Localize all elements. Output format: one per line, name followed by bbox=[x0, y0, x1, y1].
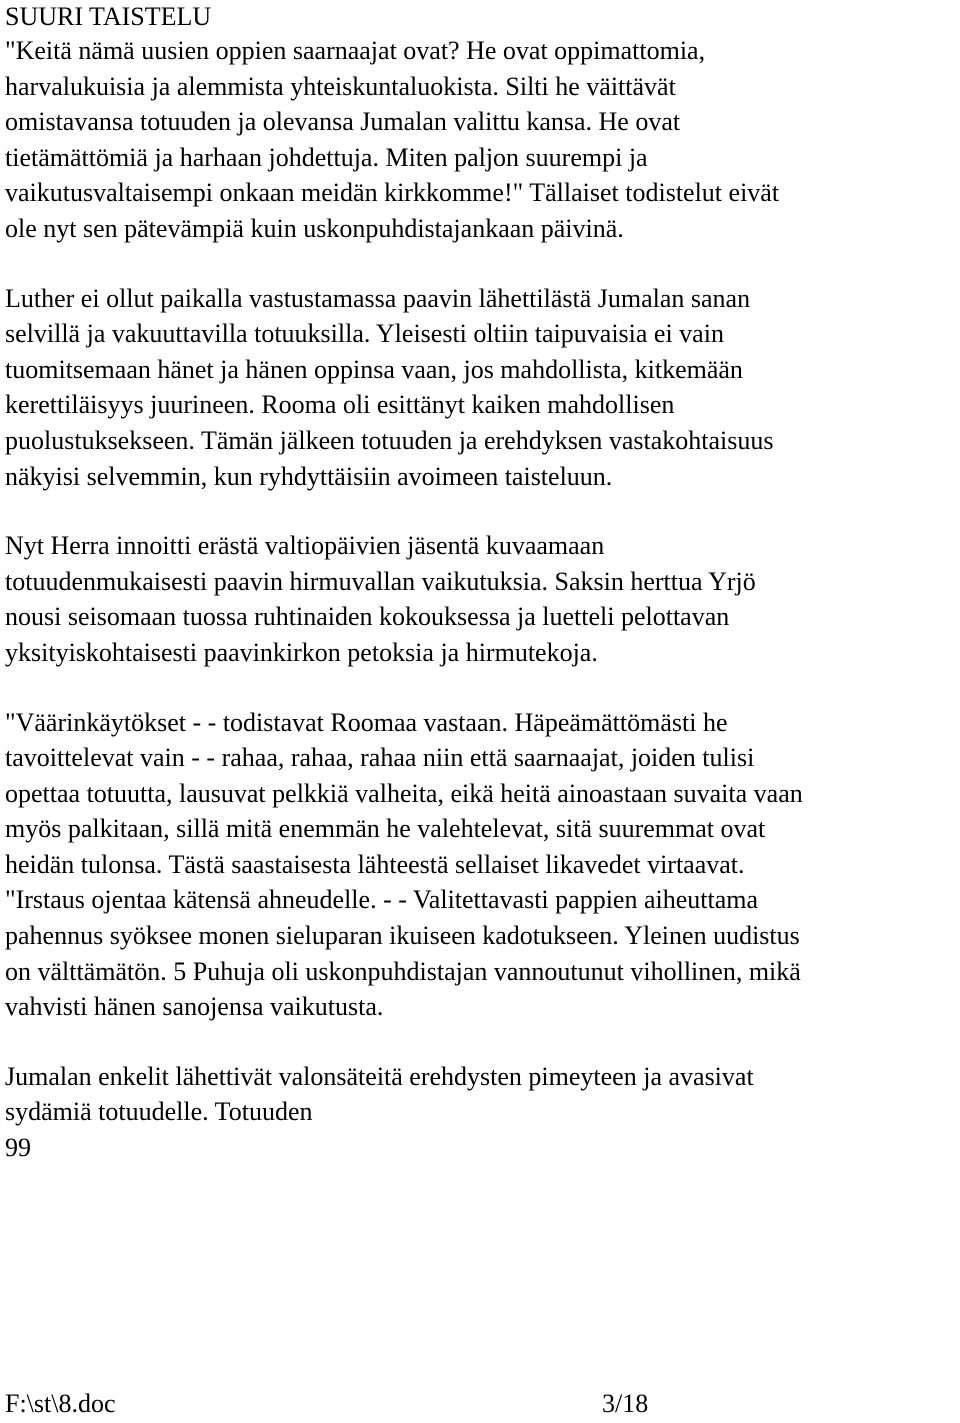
page-footer bbox=[5, 1387, 960, 1421]
document-title: SUURI TAISTELU bbox=[5, 2, 212, 31]
paragraph-1: "Keitä nämä uusien oppien saarnaajat ovat? He ovat oppimattomia, harvalukuisia ja alemmista yhteiskuntaluokista. Silti he väittävät omistavansa totuuden ja olevansa Jumalan valittu kansa. He ovat tietämättömiä ja harhaan johdettuja. Miten paljon suurempi ja vaikutusvaltaisempi onkaan meidän kirkkomme!" Tällaiset todistelut eivät ole nyt sen pätevämpiä kuin uskonpuhdistajankaan päivinä. bbox=[5, 36, 780, 243]
paragraph-3: Nyt Herra innoitti erästä valtiopäivien jäsentä kuvaamaan totuudenmukaisesti paavin hirmuvallan vaikutuksia. Saksin herttua Yrjö nousi seisomaan tuossa ruhtinaiden kokouksessa ja luetteli pelottavan yksityiskohtaisesti paavinkirkon petoksia ja hirmutekoja. bbox=[5, 531, 756, 667]
document-page bbox=[5, 0, 960, 1166]
paragraph-2: Luther ei ollut paikalla vastustamassa paavin lähettilästä Jumalan sanan selvillä ja vakuuttavilla totuuksilla. Yleisesti oltiin taipuvaisia ei vain tuomitsemaan hänet ja hänen oppinsa vaan, jos mahdollista, kitkemään kerettiläisyys juurineen. Rooma oli esittänyt kaiken mahdollisen puolustuksekseen. Tämän jälkeen totuuden ja erehdyksen vastakohtaisuus näkyisi selvemmin, kun ryhdyttäisiin avoimeen taisteluun. bbox=[5, 283, 774, 491]
paragraph-5: Jumalan enkelit lähettivät valonsäteitä erehdysten pimeyteen ja avasivat sydämiä totuudelle. Totuuden bbox=[5, 1061, 754, 1127]
paragraph-4: "Väärinkäytökset - - todistavat Roomaa vastaan. Häpeämättömästi he tavoittelevat vain - - rahaa, rahaa, rahaa niin että saarnaajat, joiden tulisi opettaa totuutta, lausuvat pelkkiä valheita, eikä heitä ainoastaan suvaita vaan myös palkitaan, sillä mitä enemmän he valehtelevat, sitä suuremmat ovat heidän tulonsa. Tästä saastaisesta lähteestä sellaiset likavedet virtaavat. "Irstaus ojentaa kätensä ahneudelle. - - Valitettavasti pappien aiheuttama pahennus syöksee monen sieluparan ikuiseen kadotukseen. Yleinen uudistus on välttämätön. 5 Puhuja oli uskonpuhdistajan vannoutunut vihollinen, mikä vahvisti hänen sanojensa vaikutusta. bbox=[5, 707, 803, 1022]
footer-file-path: F:\st\8.doc bbox=[5, 1389, 116, 1418]
footer-page-count: 3/18 bbox=[602, 1389, 649, 1418]
page-number: 99 bbox=[5, 1133, 31, 1163]
